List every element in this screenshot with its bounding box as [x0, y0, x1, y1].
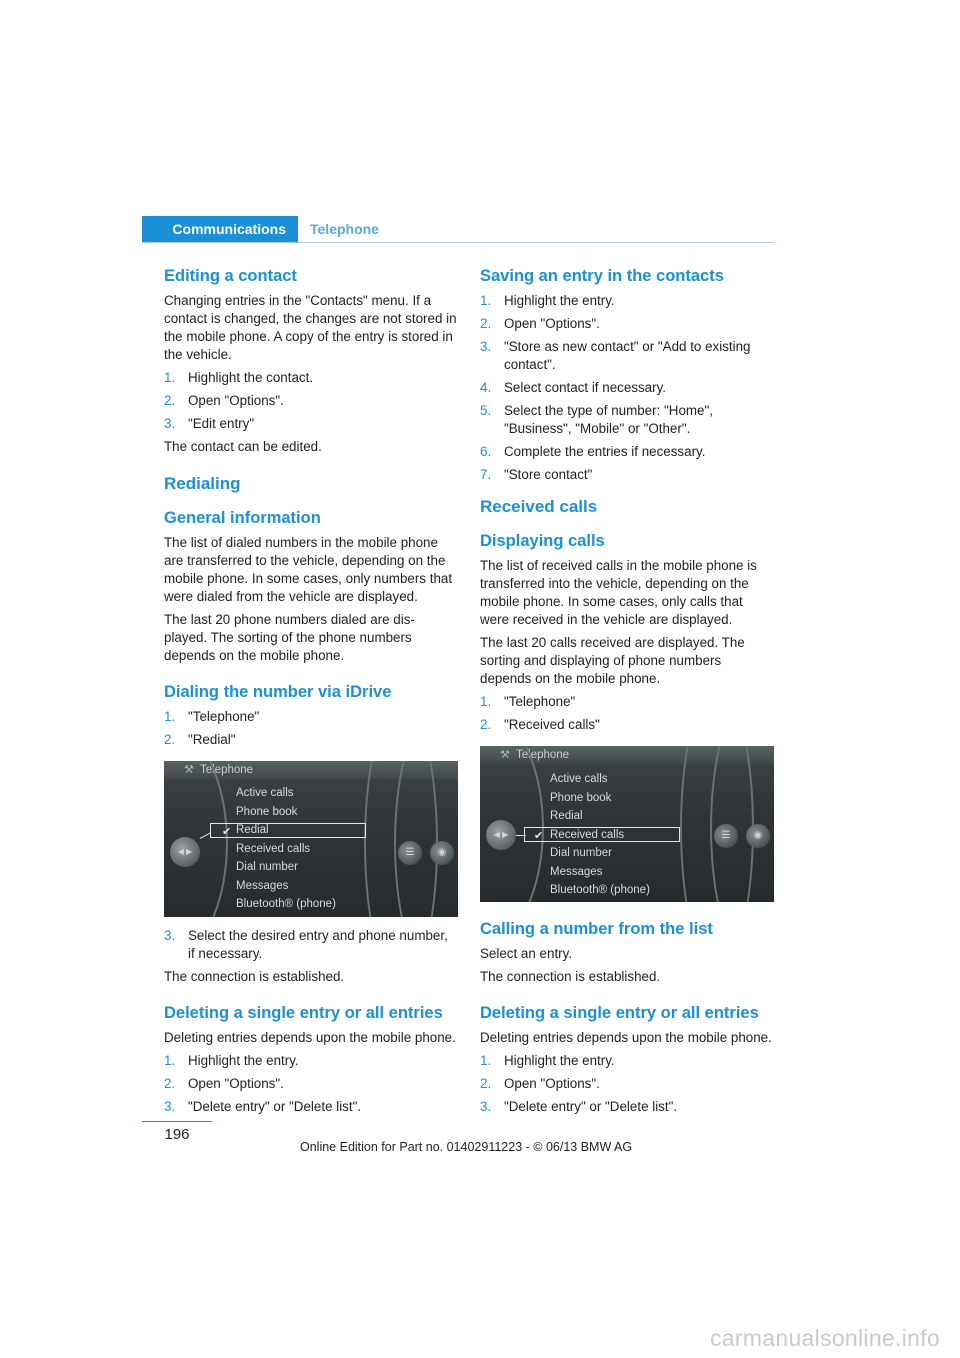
watermark-logo: carmanualsonline.info [709, 1325, 940, 1351]
deleting-steps [164, 1052, 458, 1116]
step-text: "Delete entry" or "Delete list". [504, 1099, 678, 1114]
heading-saving-entry: Saving an entry in the contacts [480, 267, 724, 285]
menu-item: Active calls [550, 773, 608, 785]
step-text: Highlight the entry. [504, 293, 615, 308]
wrench-icon: ⚒ [184, 764, 194, 776]
list-item [480, 292, 774, 310]
received-paragraph-1: The list of received calls in the mobile phone is transferred into the vehicle, depending on the mobile phone. In some cases, only calls that were received in the vehicle are displayed. [480, 558, 757, 627]
option-button-icon: ◉ [430, 841, 454, 865]
step-text: "Telephone" [504, 694, 576, 709]
step-number: 1. [164, 709, 176, 724]
screen-menu [236, 784, 336, 914]
footer-rule [142, 1121, 212, 1122]
heading-dialing-via-idrive: Dialing the number via iDrive [164, 683, 392, 701]
list-item [164, 731, 458, 749]
menu-item: Dial number [236, 861, 298, 873]
list-item [480, 402, 774, 438]
deleting-intro: Deleting entries depends upon the mobile phone. [164, 1030, 456, 1045]
screen-arc [710, 746, 774, 902]
screen-arc [164, 761, 228, 917]
menu-item: Bluetooth® (phone) [236, 898, 336, 910]
heading-deleting-entries: Deleting a single entry or all entries [164, 1004, 443, 1022]
screen-title: Telephone [200, 764, 254, 776]
step-text: "Received calls" [504, 717, 600, 732]
list-item [480, 1052, 774, 1070]
list-item [480, 1075, 774, 1093]
step-number: 1. [164, 370, 176, 385]
step-number: 2. [480, 717, 492, 732]
step-text: "Store contact" [504, 467, 593, 482]
menu-item: Bluetooth® (phone) [550, 884, 650, 896]
step-text: Complete the entries if necessary. [504, 444, 706, 459]
list-item [480, 315, 774, 333]
step-number: 2. [480, 316, 492, 331]
step-number: 2. [164, 393, 176, 408]
list-item [164, 1052, 458, 1070]
editing-steps [164, 369, 458, 433]
menu-item-selected: Received calls [550, 828, 625, 841]
step-text: Open "Options". [188, 393, 284, 408]
header-rule [142, 242, 774, 243]
menu-item: Messages [550, 865, 603, 878]
list-item [480, 379, 774, 397]
step-number: 3. [480, 1099, 492, 1114]
list-item [164, 708, 458, 726]
checkmark-icon: ✔ [222, 826, 232, 838]
list-item [164, 927, 458, 963]
step-number: 2. [164, 1076, 176, 1091]
redialing-paragraph-1: The list of dialed numbers in the mobile phone are transferred to the vehicle, depending on the mobile phone. In some cases, only numbers that were dialed from the vehicle are displayed. [164, 535, 453, 604]
step-number: 7. [480, 467, 492, 482]
received-paragraph-2: The last 20 calls received are displayed. The sorting and displaying of phone numbers depends on the mobile phone. [480, 635, 745, 686]
menu-item: Dial number [550, 847, 612, 859]
section-header [142, 216, 774, 243]
menu-button-icon: ☰ [714, 824, 738, 848]
list-item [480, 693, 774, 711]
step-text: Open "Options". [504, 316, 600, 331]
step-number: 5. [480, 403, 492, 418]
step-text: "Store as new contact" or "Add to existing contact". [504, 339, 751, 372]
screen-menu [550, 770, 650, 900]
idrive-screen-redial [164, 761, 458, 917]
step-number: 1. [480, 293, 492, 308]
idrive-screen-received-calls [480, 746, 774, 902]
heading-calling-from-list: Calling a number from the list [480, 920, 713, 938]
heading-deleting-entries-right: Deleting a single entry or all entries [480, 1004, 759, 1022]
controller-knob-icon: ◀ ▶ [170, 837, 200, 867]
calling-paragraph-1: Select an entry. [480, 946, 573, 961]
list-item [480, 466, 774, 484]
step-number: 3. [164, 1099, 176, 1114]
step-number: 1. [164, 1053, 176, 1068]
step-number: 3. [164, 416, 176, 431]
list-item [480, 716, 774, 734]
step-number: 1. [480, 694, 492, 709]
step-text: "Redial" [188, 732, 236, 747]
menu-button-icon: ☰ [398, 841, 422, 865]
screen-arc [394, 761, 458, 917]
step-number: 4. [480, 380, 492, 395]
menu-item: Phone book [236, 805, 298, 818]
step-text: Open "Options". [504, 1076, 600, 1091]
heading-general-information: General information [164, 509, 321, 527]
list-item [480, 338, 774, 374]
menu-item-selected: Redial [236, 824, 269, 836]
menu-item: Active calls [236, 787, 294, 799]
left-column [164, 266, 458, 1121]
step-number: 2. [480, 1076, 492, 1091]
step-text: Highlight the entry. [188, 1053, 299, 1068]
section-tab-communications: Communications [142, 216, 298, 243]
step-number: 3. [480, 339, 492, 354]
option-button-icon: ◉ [746, 824, 770, 848]
heading-displaying-calls: Displaying calls [480, 532, 605, 550]
list-item [164, 1075, 458, 1093]
list-item [480, 443, 774, 461]
deleting-intro-right: Deleting entries depends upon the mobile phone. [480, 1030, 772, 1045]
step-text: "Edit entry" [188, 416, 255, 431]
step-number: 1. [480, 1053, 492, 1068]
section-tab-telephone: Telephone [310, 221, 379, 237]
menu-item: Redial [550, 810, 583, 822]
list-item [164, 415, 458, 433]
menu-item: Received calls [236, 842, 311, 855]
list-item [164, 392, 458, 410]
calling-paragraph-2: The connection is established. [480, 969, 661, 984]
heading-editing-contact: Editing a contact [164, 267, 297, 285]
step-text: "Delete entry" or "Delete list". [188, 1099, 362, 1114]
list-item [480, 1098, 774, 1116]
list-item [164, 1098, 458, 1116]
wrench-icon: ⚒ [500, 749, 510, 761]
step-text: Open "Options". [188, 1076, 284, 1091]
saving-steps [480, 292, 774, 484]
step-text: Select contact if necessary. [504, 380, 667, 395]
screen-title: Telephone [516, 749, 570, 761]
step-text: Highlight the entry. [504, 1053, 615, 1068]
editing-outro: The contact can be edited. [164, 439, 322, 454]
step-text: Highlight the contact. [188, 370, 314, 385]
list-item [164, 369, 458, 387]
heading-redialing: Redialing [164, 474, 241, 493]
dialing-outro: The connection is established. [164, 969, 345, 984]
redialing-paragraph-2: The last 20 phone numbers dialed are dis-played. The sorting of the phone numbers depends on the mobile phone. [164, 612, 415, 663]
page-number: 196 [164, 1126, 190, 1143]
step-text: Select the type of number: "Home", "Business", "Mobile" or "Other". [504, 403, 713, 436]
step-number: 6. [480, 444, 492, 459]
step-number: 3. [164, 928, 176, 943]
footer-edition-text: Online Edition for Part no. 01402911223 - © 06/13 BMW AG [300, 1140, 633, 1154]
step-text: Select the desired entry and phone number, if necessary. [188, 928, 448, 961]
controller-knob-icon: ◀ ▶ [486, 820, 516, 850]
step-text: "Telephone" [188, 709, 260, 724]
heading-received-calls: Received calls [480, 497, 598, 516]
menu-item: Messages [236, 879, 289, 892]
deleting-steps-right [480, 1052, 774, 1116]
dialing-steps [164, 708, 458, 749]
checkmark-icon: ✔ [534, 830, 544, 842]
editing-intro: Changing entries in the "Contacts" menu. If a contact is changed, the changes are not stored in the mobile phone. A copy of the entry is stored in the vehicle. [164, 293, 457, 362]
received-steps [480, 693, 774, 734]
menu-item: Phone book [550, 791, 612, 804]
step-number: 2. [164, 732, 176, 747]
right-column [480, 266, 774, 1121]
